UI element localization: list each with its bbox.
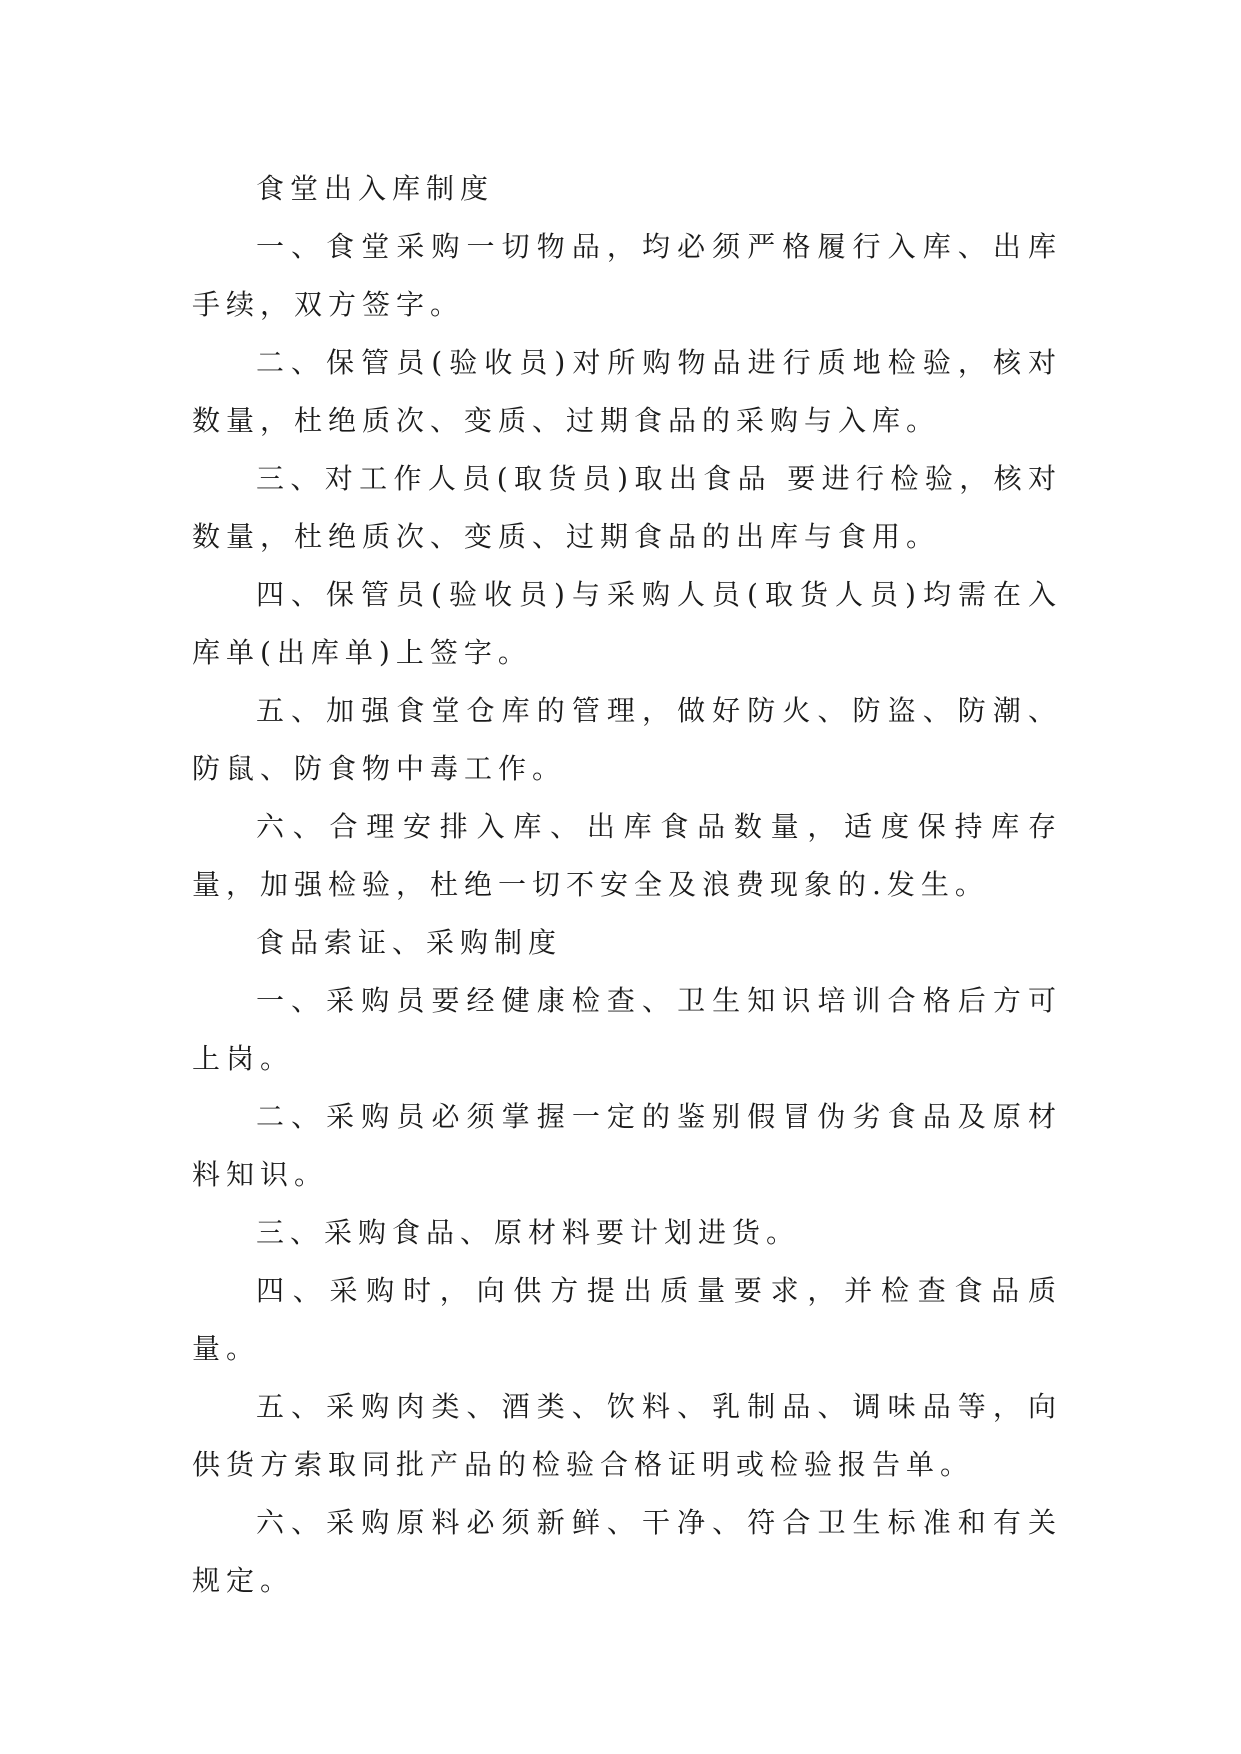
procurement-rule-3: 三、采购食品、原材料要计划进货。 xyxy=(256,1216,801,1249)
warehouse-rule-2: 二、保管员(验收员)对所购物品进行质地检验，核对数量，杜绝质次、变质、过期食品的采购与入库。 xyxy=(192,346,1062,437)
warehouse-rule-3: 三、对工作人员(取货员)取出食品 要进行检验，核对数量，杜绝质次、变质、过期食品的出库与食用。 xyxy=(192,462,1062,553)
warehouse-rule-6: 六、合理安排入库、出库食品数量，适度保持库存量，加强检验，杜绝一切不安全及浪费现象的.发生。 xyxy=(192,810,1062,901)
procurement-rule-2: 二、采购员必须掌握一定的鉴别假冒伪劣食品及原材料知识。 xyxy=(192,1100,1062,1191)
procurement-rule-6: 六、采购原料必须新鲜、干净、符合卫生标准和有关规定。 xyxy=(192,1506,1062,1597)
section-title-procurement-rules: 食品索证、采购制度 xyxy=(256,926,563,959)
warehouse-rule-1: 一、食堂采购一切物品，均必须严格履行入库、出库手续，双方签字。 xyxy=(192,230,1062,321)
procurement-rule-1: 一、采购员要经健康检查、卫生知识培训合格后方可上岗。 xyxy=(192,984,1062,1075)
procurement-rule-4: 四、采购时，向供方提出质量要求，并检查食品质量。 xyxy=(192,1274,1062,1365)
document-body xyxy=(192,160,1062,1610)
procurement-rule-5: 五、采购肉类、酒类、饮料、乳制品、调味品等，向供货方索取同批产品的检验合格证明或检验报告单。 xyxy=(192,1390,1062,1481)
warehouse-rule-4: 四、保管员(验收员)与采购人员(取货人员)均需在入库单(出库单)上签字。 xyxy=(192,578,1062,669)
warehouse-rule-5: 五、加强食堂仓库的管理，做好防火、防盗、防潮、防鼠、防食物中毒工作。 xyxy=(192,694,1062,785)
section-title-warehouse-rules: 食堂出入库制度 xyxy=(256,172,495,205)
